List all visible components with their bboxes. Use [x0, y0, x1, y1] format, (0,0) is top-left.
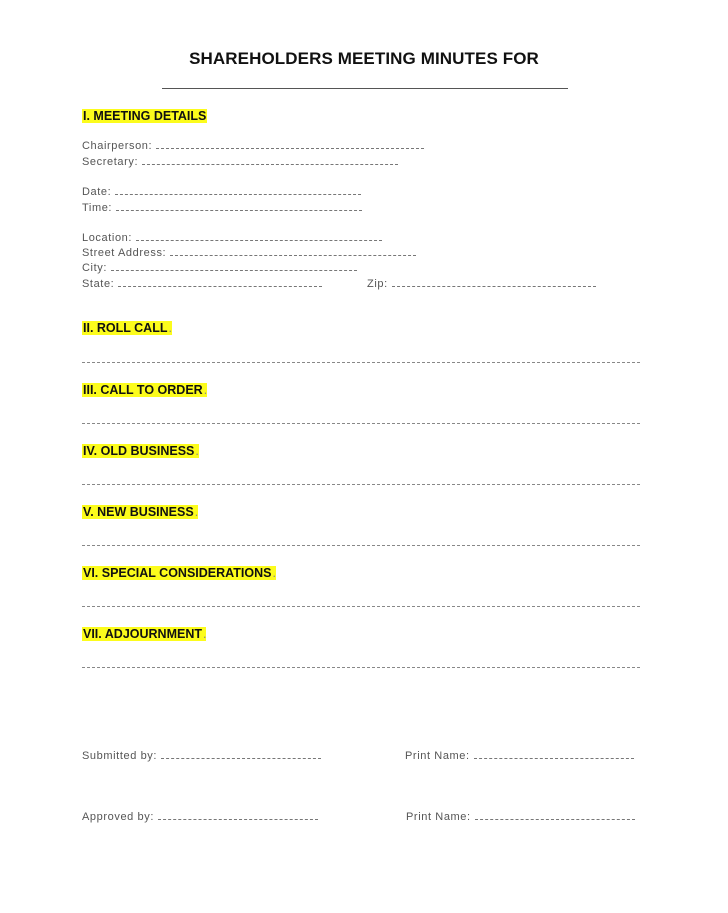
street-address-field[interactable]: Street Address: — [82, 247, 416, 259]
secretary-input[interactable] — [142, 156, 398, 165]
location-input[interactable] — [136, 232, 382, 241]
print-name-input-2[interactable] — [475, 811, 635, 820]
submitted-by-input[interactable] — [161, 750, 321, 759]
print-name-input-1[interactable] — [474, 750, 634, 759]
print-name-field-1[interactable]: Print Name: — [405, 750, 634, 762]
secretary-field[interactable]: Secretary: — [82, 156, 398, 168]
time-field[interactable]: Time: — [82, 202, 362, 214]
date-field[interactable]: Date: — [82, 186, 361, 198]
zip-field[interactable]: Zip: — [367, 278, 596, 290]
print-name-field-2[interactable]: Print Name: — [406, 811, 635, 823]
city-input[interactable] — [111, 262, 357, 271]
roll-call-line[interactable] — [82, 362, 640, 363]
section-meeting-details: I. MEETING DETAILS — [83, 109, 207, 123]
approved-by-field[interactable]: Approved by: — [82, 811, 318, 823]
city-field[interactable]: City: — [82, 262, 357, 274]
new-business-line[interactable] — [82, 545, 640, 546]
state-input[interactable] — [118, 278, 322, 287]
approved-by-input[interactable] — [158, 811, 318, 820]
chairperson-input[interactable] — [156, 140, 424, 149]
location-field[interactable]: Location: — [82, 232, 382, 244]
title-blank-line[interactable] — [162, 88, 568, 89]
document-title: SHAREHOLDERS MEETING MINUTES FOR — [189, 49, 539, 68]
submitted-by-field[interactable]: Submitted by: — [82, 750, 321, 762]
section-roll-call: II. ROLL CALL. — [83, 321, 172, 335]
adjournment-line[interactable] — [82, 667, 640, 668]
date-input[interactable] — [115, 186, 361, 195]
section-new-business: V. NEW BUSINESS. — [83, 505, 199, 519]
time-input[interactable] — [116, 202, 362, 211]
state-field[interactable]: State: — [82, 278, 322, 290]
section-adjournment: VII. ADJOURNMENT. — [83, 627, 207, 641]
call-to-order-line[interactable] — [82, 423, 640, 424]
street-address-input[interactable] — [170, 247, 416, 256]
section-old-business: IV. OLD BUSINESS. — [83, 444, 199, 458]
section-special-considerations: VI. SPECIAL CONSIDERATIONS. — [83, 566, 276, 580]
special-considerations-line[interactable] — [82, 606, 640, 607]
chairperson-field[interactable]: Chairperson: — [82, 140, 424, 152]
old-business-line[interactable] — [82, 484, 640, 485]
zip-input[interactable] — [392, 278, 596, 287]
section-call-to-order: III. CALL TO ORDER. — [83, 383, 208, 397]
